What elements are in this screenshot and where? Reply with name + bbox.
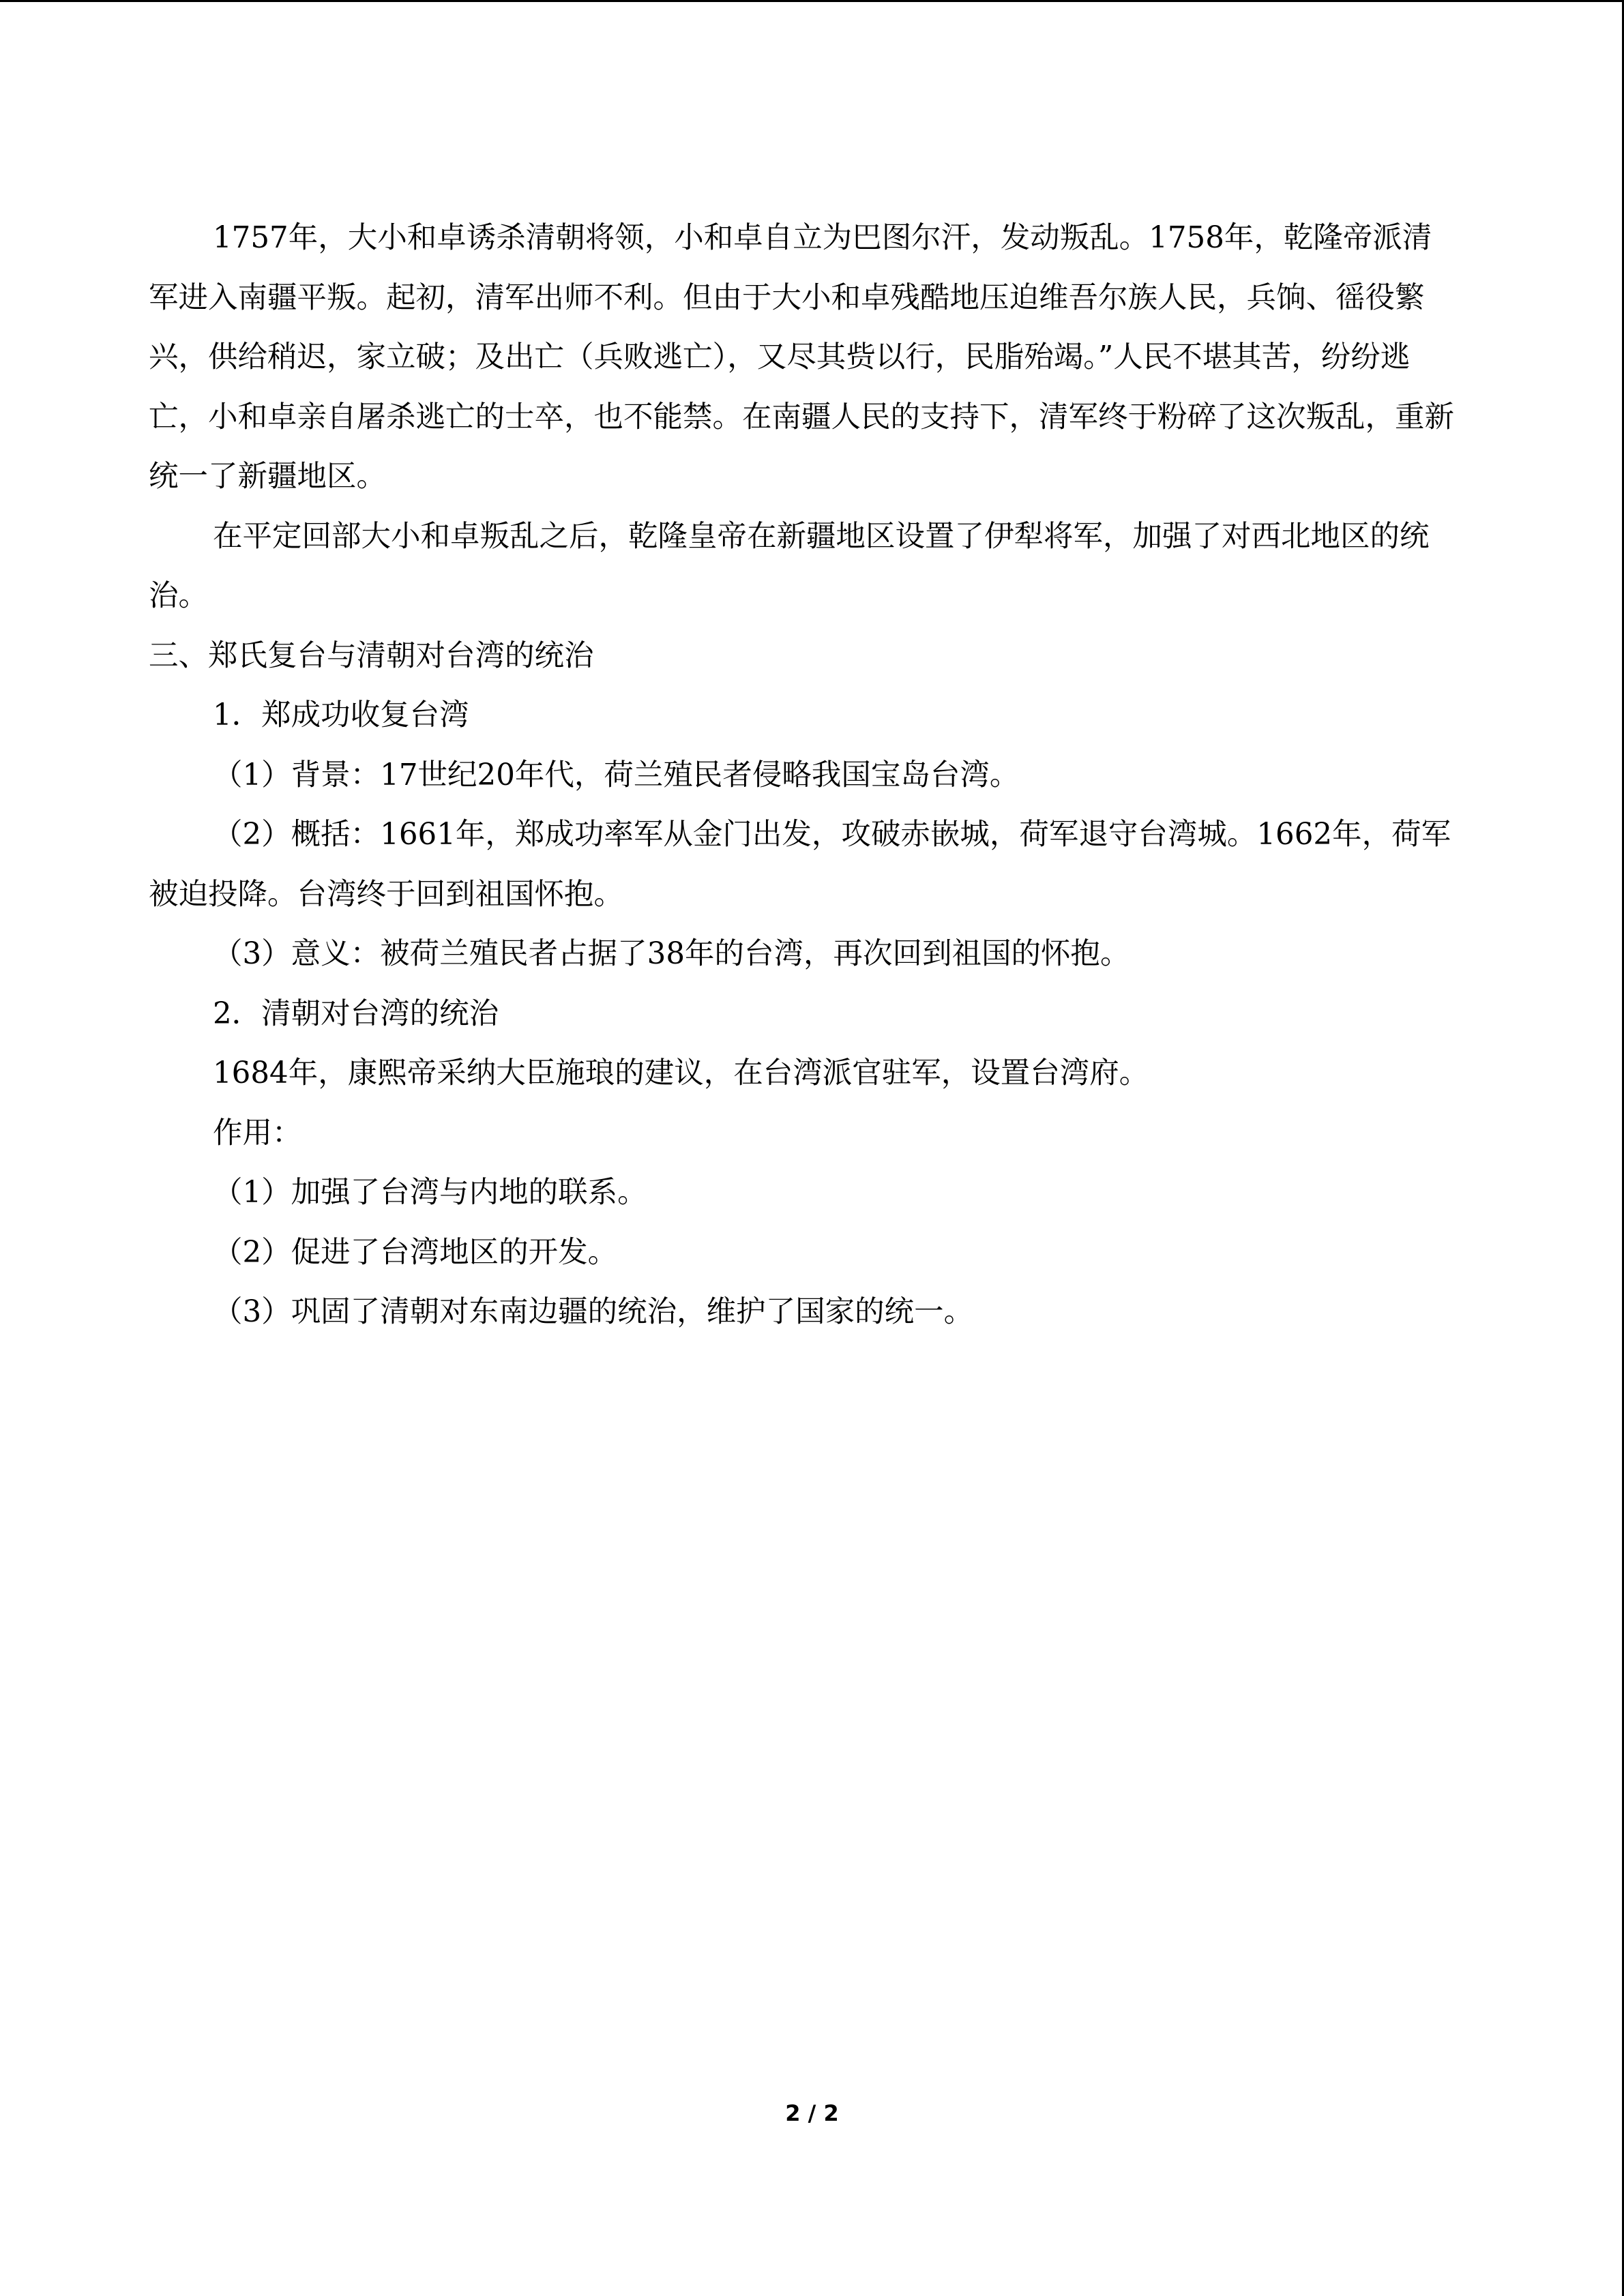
document-body <box>149 209 1458 1343</box>
item-summary: （2）概括：1661年，郑成功率军从金门出发，攻破赤嵌城，荷军退守台湾城。1662年，荷军被迫投降。台湾终于回到祖国怀抱。 <box>149 818 1451 912</box>
subheading-qing-rule: 2．清朝对台湾的统治 <box>213 996 499 1031</box>
effect-item-3: （3）巩固了清朝对东南边疆的统治，维护了国家的统一。 <box>213 1295 974 1329</box>
effect-item-2: （2）促进了台湾地区的开发。 <box>213 1235 618 1270</box>
page-number: 2 / 2 <box>785 2100 839 2126</box>
subheading-zheng-chenggong: 1．郑成功收复台湾 <box>213 698 469 732</box>
paragraph-ili-general: 在平定回部大小和卓叛乱之后，乾隆皇帝在新疆地区设置了伊犁将军，加强了对西北地区的统治。 <box>149 519 1430 613</box>
item-significance: （3）意义：被荷兰殖民者占据了38年的台湾，再次回到祖国的怀抱。 <box>213 937 1130 971</box>
paragraph-rebellion: 1757年，大小和卓诱杀清朝将领，小和卓自立为巴图尔汗，发动叛乱。1758年，乾隆帝派清军进入南疆平叛。起初，清军出师不利。但由于大小和卓残酷地压迫维吾尔族人民，兵饷、徭役繁兴，供给稍迟，家立破；及出亡（兵败逃亡），又尽其赀以行，民脂殆竭。”人民不堪其苦，纷纷逃亡，小和卓亲自屠杀逃亡的士卒，也不能禁。在南疆人民的支持下，清军终于粉碎了这次叛乱，重新统一了新疆地区。 <box>149 221 1454 494</box>
effect-item-1: （1）加强了台湾与内地的联系。 <box>213 1176 647 1210</box>
item-background: （1）背景：17世纪20年代，荷兰殖民者侵略我国宝岛台湾。 <box>213 758 1020 792</box>
paragraph-taiwan-prefecture: 1684年，康熙帝采纳大臣施琅的建议，在台湾派官驻军，设置台湾府。 <box>213 1056 1149 1090</box>
section-heading-taiwan: 三、郑氏复台与清朝对台湾的统治 <box>149 638 594 673</box>
page-border-top <box>0 0 1624 2</box>
label-effects: 作用： <box>213 1116 302 1150</box>
